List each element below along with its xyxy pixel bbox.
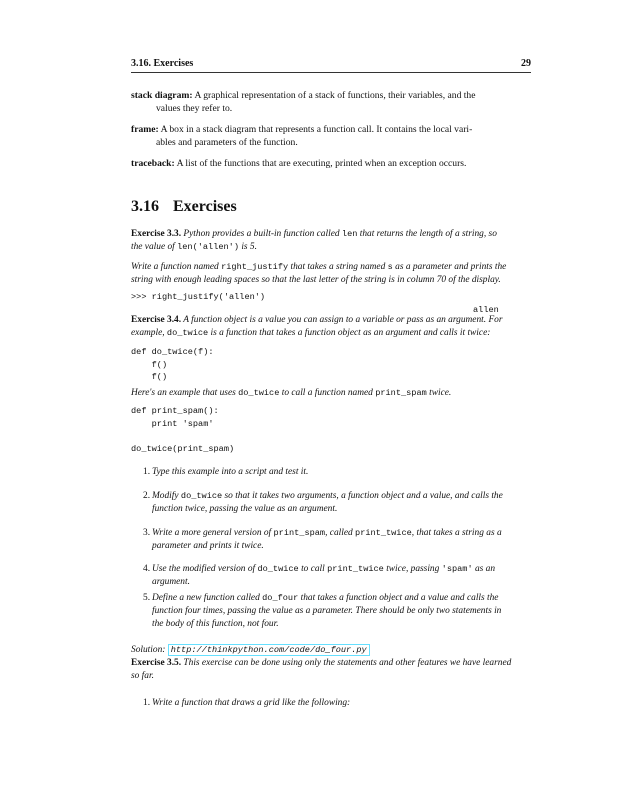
section-heading <box>131 198 237 216</box>
glossary-term: traceback: <box>131 158 175 169</box>
code-inline: do_twice <box>166 328 209 339</box>
list-number: 2. <box>143 491 151 501</box>
list-text: Define a new function called do_four that takes a function object and a value and calls the function four times, passing the value as a parameter. There should be only two statements in the body of this function, not four. <box>152 593 502 630</box>
exercise-3-3-task <box>131 261 531 287</box>
section-title: Exercises <box>173 198 237 215</box>
exercise-3-5 <box>131 657 531 683</box>
code-inline: len <box>341 229 358 239</box>
glossary-frame <box>131 123 531 150</box>
header-section: 3.16. Exercises <box>131 58 194 69</box>
list-text: Write a more general version of print_spam, called print_twice, that takes a string as a parameter and prints it twice. <box>152 528 502 552</box>
text: so far. <box>131 671 154 682</box>
code-block-do-twice: def do_twice(f): f() f() <box>131 347 214 383</box>
text: is 5. <box>241 242 257 253</box>
glossary-traceback <box>131 157 531 170</box>
glossary-definition: A graphical representation of a stack of functions, their variables, and the <box>194 90 476 101</box>
text: to call a function named <box>281 388 373 398</box>
code-inline: print_spam <box>375 388 427 398</box>
list-text: Modify do_twice so that it takes two arguments, a function object and a value, and calls the function twice, passing the value as an argument. <box>152 491 503 515</box>
exercise-3-4 <box>131 314 531 340</box>
solution-label: Solution: <box>131 645 166 655</box>
text: is a function that takes a function object as an argument and calls it twice: <box>210 328 491 339</box>
code-inline: right_justify <box>221 262 289 272</box>
exercise-label: Exercise 3.5. <box>131 658 182 668</box>
list-text: Use the modified version of do_twice to call print_twice twice, passing 'spam' as an argument. <box>152 564 496 588</box>
exercise-label: Exercise 3.4. <box>131 315 182 325</box>
exercise-label: Exercise 3.3. <box>131 229 182 239</box>
code-block-print-spam: def print_spam(): print 'spam' do_twice(print_spam) <box>131 406 235 454</box>
text: the value of <box>131 242 175 253</box>
text: that takes a string named <box>290 262 386 272</box>
solution-line <box>131 644 531 657</box>
code-inline: do_twice <box>238 388 280 398</box>
glossary-definition-cont: ables and parameters of the function. <box>156 137 298 149</box>
list-number: 4. <box>143 564 151 574</box>
glossary-stack-diagram <box>131 89 531 116</box>
code-block-right-justify: >>> right_justify('allen') <box>131 292 266 302</box>
list-number: 5. <box>143 593 151 603</box>
header-rule <box>131 72 531 73</box>
page-number: 29 <box>521 58 531 69</box>
list-text: Write a function that draws a grid like the following: <box>152 698 351 708</box>
glossary-definition: A list of the functions that are executing, printed when an exception occurs. <box>176 158 467 169</box>
exercise-3-3 <box>131 228 531 254</box>
exercise-3-4-example <box>131 387 531 400</box>
text: This exercise can be done using only the statements and other features we have learned <box>183 658 512 668</box>
text: twice. <box>429 388 452 398</box>
glossary-term: stack diagram: <box>131 90 193 101</box>
text: Python provides a built-in function called <box>183 229 340 239</box>
running-header <box>131 58 531 69</box>
glossary-definition: A box in a stack diagram that represents a function call. It contains the local vari- <box>160 124 473 135</box>
list-text: Type this example into a script and test it. <box>152 467 309 477</box>
text: A function object is a value you can assign to a variable or pass as an argument. For <box>183 315 503 325</box>
text: Here's an example that uses <box>131 388 236 398</box>
section-number: 3.16 <box>131 198 159 215</box>
code-inline: s <box>387 262 393 272</box>
glossary-term: frame: <box>131 124 159 135</box>
list-number: 3. <box>143 528 151 538</box>
text: string with enough leading spaces so that the last letter of the string is in column 70 of the display. <box>131 275 501 286</box>
text: Write a function named <box>131 262 219 272</box>
code-output: allen <box>473 305 499 315</box>
text: example, <box>131 328 165 339</box>
text: that returns the length of a string, so <box>359 229 497 239</box>
glossary-definition-cont: values they refer to. <box>156 103 233 115</box>
text: as a parameter and prints the <box>395 262 507 272</box>
code-inline: len('allen') <box>177 242 239 253</box>
list-number: 1. <box>143 467 151 477</box>
solution-link[interactable]: http://thinkpython.com/code/do_four.py <box>168 644 370 656</box>
list-number: 1. <box>143 698 151 708</box>
